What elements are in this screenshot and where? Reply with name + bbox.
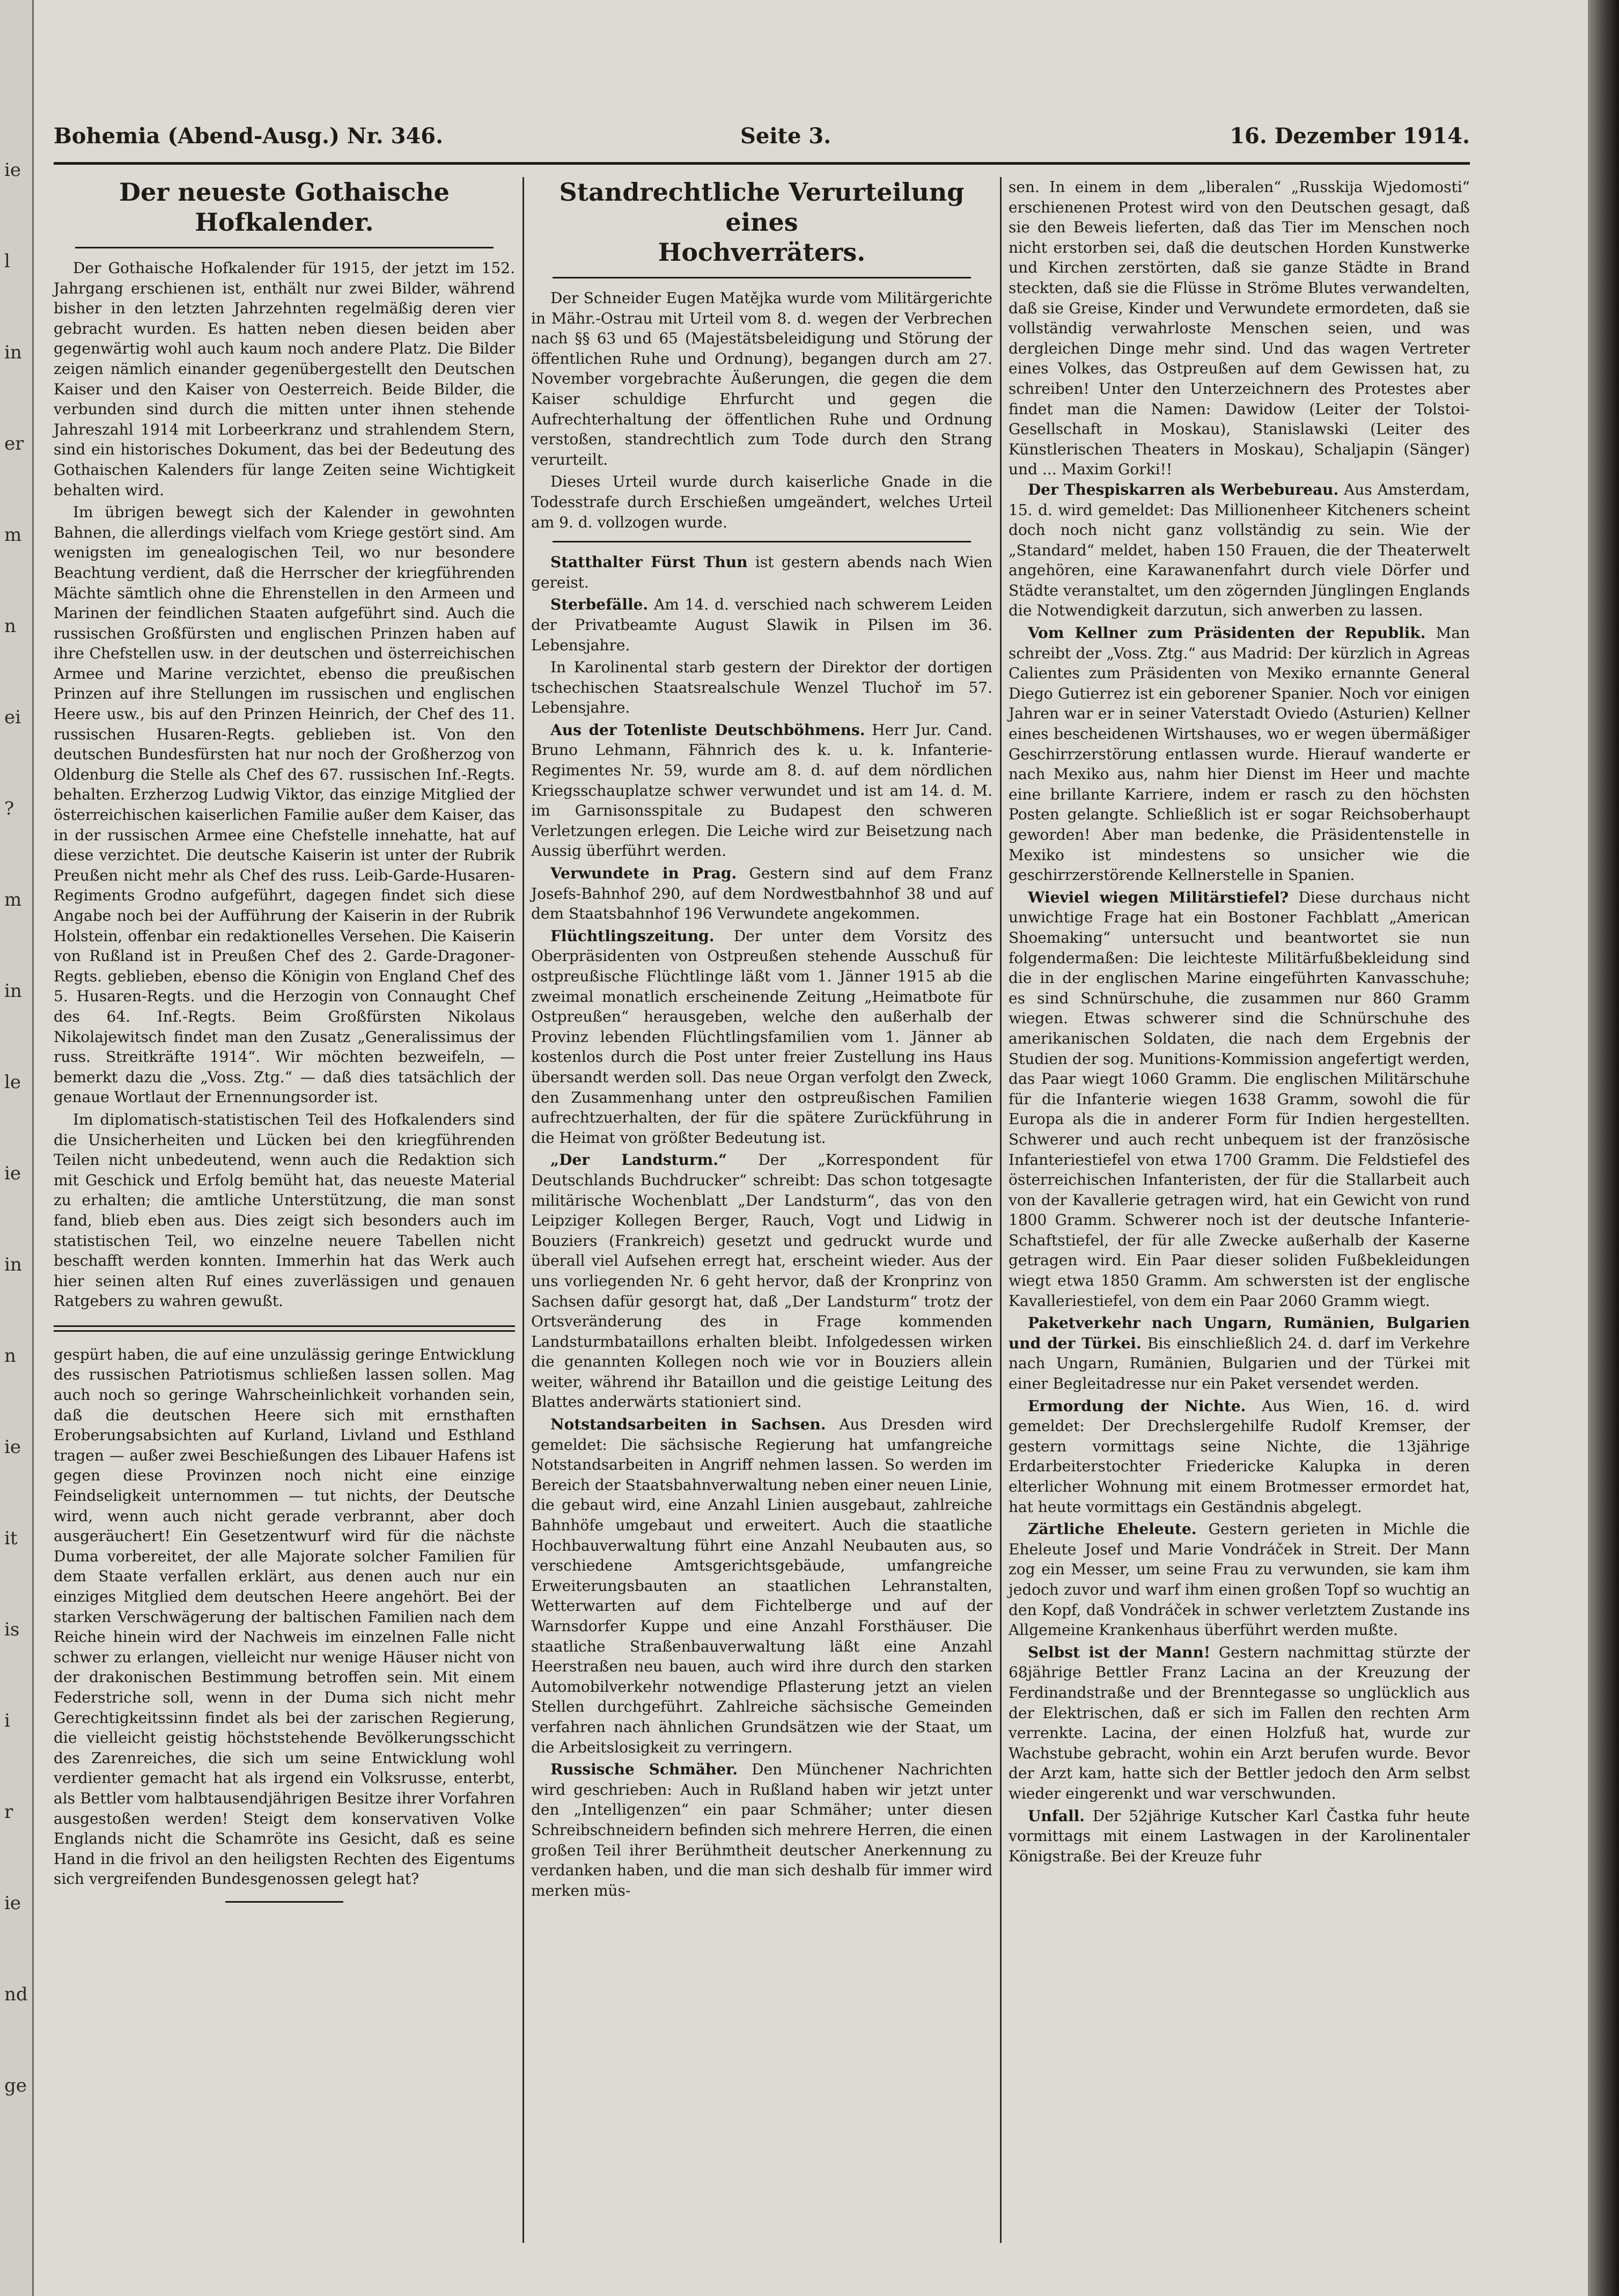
- news-item-lead: „Der Landsturm.“: [550, 1151, 727, 1169]
- title-rule: [553, 277, 971, 278]
- news-item-lead: Notstandsarbeiten in Sachsen.: [550, 1415, 826, 1434]
- edge-fragment: r: [4, 1801, 13, 1823]
- edge-fragment: n: [4, 1345, 16, 1367]
- issue-date: 16. Dezember 1914.: [1230, 123, 1470, 149]
- news-item-lead: Unfall.: [1028, 1807, 1085, 1825]
- edge-fragment: er: [4, 433, 24, 454]
- news-item-text: Gestern nachmittag stürzte der 68jährige Bettler Franz Lacina an der Kreuzung der Ferdinandstraße und der Brenntegasse so unglücklich aus der Elektrischen, daß er sich im Fallen den rechten Arm verrenkte. Lacina, der einen Holzfuß hat, wurde zur Wachstube gebracht, wohin ein Arzt berufen wurde. Bevor der Arzt kam, hatte sich der Bettler jedoch den Arm selbst wieder eingerenkt und war verschwunden.: [1009, 1643, 1470, 1802]
- edge-fragment: ie: [4, 1163, 21, 1184]
- edge-fragment: l: [4, 251, 10, 272]
- edge-fragment: ie: [4, 1436, 21, 1458]
- news-item: [1009, 1642, 1470, 1804]
- news-item-text: Gestern gerieten in Michle die Eheleute Josef und Marie Vondráček in Streit. Der Mann zog ein Messer, um seine Frau zu verwunden, sie kam ihm jedoch zuvor und warf ihm einen großen Topf so wuchtig an den Kopf, daß Vondráček in schwer verletztem Zustande ins Allgemeine Krankenhaus überführt werden mußte.: [1009, 1520, 1470, 1639]
- news-item: [1009, 1806, 1470, 1867]
- news-item-lead: Zärtliche Eheleute.: [1028, 1520, 1197, 1538]
- page-number: Seite 3.: [740, 123, 831, 149]
- news-item: [531, 720, 992, 861]
- edge-fragment: i: [4, 1710, 10, 1732]
- news-item: [1009, 480, 1470, 621]
- continued-article: sen. In einem in dem „liberalen“ „Russkija Wjedomosti“ erschienenen Protest wird von den Deutschen gesagt, daß sie den Beweis lieferten, daß das Tier im Menschen noch nicht erstorben sei, daß die deutschen Horden Kunstwerke und Kirchen zerstörten, daß sie ganze Städte in Brand steckten, daß sie die Flüsse in Ströme Blutes verwandelten, daß sie Greise, Kinder und Verwundete ermordeten, daß sie vollständig verwahrloste Menschen seien, und was dergleichen Dinge mehr sind. Und das wagen Vertreter eines Volkes, das Ostpreußen auf dem Gewissen hat, zu schreiben! Unter den Unterzeichnern des Protestes aber findet man die Namen: Dawidow (Leiter der Tolstoi-Gesellschaft in Moskau), Stanislawski (Leiter des Künstlerischen Theaters in Moskau), Schaljapin (Sänger) und ... Maxim Gorki!!: [1009, 178, 1470, 479]
- edge-fragment: ge: [4, 2075, 27, 2096]
- news-item-lead: Statthalter Fürst Thun: [550, 553, 748, 571]
- news-item: [531, 1414, 992, 1757]
- column-3: [1009, 177, 1470, 1866]
- title-line: Standrechtliche Verurteilung eines: [559, 178, 965, 237]
- news-item-text: Herr Jur. Cand. Bruno Lehmann, Fähnrich des k. u. k. Infanterie-Regimentes Nr. 59, wurde am 8. d. auf dem nördlichen Kriegsschauplatze schwer verwundet und ist am 14. d. M. im Garnisonsspitale zu Budapest den schweren Verletzungen erlegen. Die Leiche wird zur Beisetzung nach Aussig überführt werden.: [531, 721, 992, 860]
- news-items: [531, 552, 992, 1901]
- news-item-text: Aus Dresden wird gemeldet: Die sächsische Regierung hat umfangreiche Notstandsarbeiten in Angriff nehmen lassen. So werden im Bereich der Staatsbahnverwaltung neben einer neuen Linie, die gebaut wird, eine Anzahl Linien ausgebaut, zahlreiche Bahnhöfe umgebaut und erweitert. Auch die staatliche Hochbauverwaltung führt eine Anzahl Neubauten aus, so verschiedene Amtsgerichtsgebäude, umfangreiche Erweiterungsbauten an staatlichen Lehranstalten, Wetterwarten auf dem Fichtelberge und auf der Warnsdorfer Kuppe und eine Anzahl Forsthäuser. Die staatliche Straßenbauverwaltung läßt eine Anzahl Heerstraßen neu bauen, auch wird ihre durch den starken Automobilverkehr notwendige Pflasterung jetzt an vielen Stellen durchgeführt. Zahlreiche sächsische Gemeinden verfahren nach ähnlichen Grundsätzen wie der Staat, um die Arbeitslosigkeit zu verringern.: [531, 1415, 992, 1756]
- article-title: [531, 177, 992, 267]
- edge-fragment: ?: [4, 798, 14, 819]
- continued-article: gespürt haben, die auf eine unzulässig geringe Entwicklung des russischen Patriotismus schließen lassen sollen. Mag auch noch so geringe Wahrscheinlichkeit vorhanden sein, daß die deutschen Heere sich mit ernsthaften Eroberungsabsichten auf Kurland, Livland und Esthland tragen — außer zwei Beschießungen des Libauer Hafens ist gegen diese Provinzen noch nicht eine einzige Feindseligkeit unternommen — tut nichts, der Deutsche wird, wenn auch nicht gerade verbrannt, aber doch ausgeräuchert! Ein Gesetzentwurf wird für die nächste Duma vorbereitet, der alle Majorate solcher Familien für dem Staate verfallen erklärt, aus denen auch nur ein einziges Mitglied dem deutschen Heere angehört. Bei der starken Verschwägerung der baltischen Familien nach dem Reiche hinein wird der Nachweis im einzelnen Falle nicht schwer zu erlangen, vielleicht nur wenige Häuser nicht von der drakonischen Bestimmung betroffen sein. Mit einem Federstriche soll, wenn in der Duma sich nicht mehr Gerechtigkeitssinn findet als bei der zarischen Regierung, die vielleicht geistig höchststehende Bevölkerungsschicht des Zarenreiches, die sich um seine Entwicklung wohl verdienter gemacht hat als irgend ein Volksrusse, enterbt, als Bettler vom halbtausendjährigen Besitze ihrer Vorfahren ausgestoßen werden! Steigt dem konservativen Volke Englands nicht die Schamröte ins Gesicht, daß es seine Hand in die frivol an den heiligsten Rechten des Eigentums sich vergreifenden Bundesgenossen gelegt hat?: [54, 1345, 515, 1888]
- edge-fragment: ie: [4, 159, 21, 181]
- news-item: [531, 657, 992, 718]
- news-item: [531, 863, 992, 924]
- title-rule: [75, 247, 494, 248]
- edge-fragment: in: [4, 1254, 22, 1275]
- column-2: [531, 177, 992, 1901]
- news-item: [531, 595, 992, 655]
- edge-fragment: n: [4, 615, 16, 637]
- news-item: [531, 1759, 992, 1901]
- edge-fragment: nd: [4, 1984, 28, 2005]
- article-paragraph: Im diplomatisch-statistischen Teil des Hofkalenders sind die Unsicherheiten und Lücken bei den kriegführenden Teilen nicht unbedeutend, wenn auch die Redaktion sich mit Geschick und Erfolg bemüht hat, das neueste Material zu erhalten; die amtliche Unterstützung, die man sonst fand, blieb eben aus. Dies zeigt sich besonders auch im statistischen Teil, wo einzelne neuere Tabellen nicht beschafft werden konnten. Immerhin hat das Werk auch hier seinen alten Ruf eines zuverlässigen und genauen Ratgebers zu wahren gewußt.: [54, 1110, 515, 1310]
- news-item-lead: Sterbefälle.: [550, 596, 649, 614]
- news-item-lead: Vom Kellner zum Präsidenten der Republik.: [1028, 624, 1426, 642]
- news-item-text: Aus Amsterdam, 15. d. wird gemeldet: Das Millionenheer Kitcheners scheint doch noch nicht ganz vollständig zu sein. Wie der „Standard“ meldet, haben 150 Frauen, die der Theaterwelt angehören, eine Karawanenfahrt durch viele Dörfer und Städte veranstaltet, um den zögernden Jünglingen Englands die Notwendigkeit darzutun, sich anwerben zu lassen.: [1009, 480, 1470, 620]
- news-item-lead: Verwundete in Prag.: [550, 864, 737, 883]
- news-item-lead: Russische Schmäher.: [550, 1760, 738, 1779]
- left-page-edge: [0, 0, 34, 2296]
- right-page-edge: [1588, 0, 1619, 2296]
- article-title: Der neueste Gothaische Hofkalender.: [119, 178, 450, 237]
- news-item-text: In Karolinental starb gestern der Direktor der dortigen tschechischen Staatsrealschule Wenzel Tluchoř im 57. Lebensjahre.: [531, 658, 992, 717]
- news-item-lead: Wieviel wiegen Militärstiefel?: [1028, 888, 1289, 906]
- edge-fragment: in: [4, 342, 22, 363]
- news-item-text: Den Münchener Nachrichten wird geschrieben: Auch in Rußland haben wir jetzt unter den „Intelligenzen“ ein paar Schmäher; unter diesen Schreibschneidern befinden sich mehrere Herren, die einen großen Teil ihrer Berühmtheit deutscher Anerkennung zu verdanken haben, und die man sich deshalb für immer wird merken müs-: [531, 1760, 992, 1899]
- section-divider: [54, 1325, 515, 1332]
- news-item-lead: Der Thespiskarren als Werbebureau.: [1028, 480, 1339, 498]
- edge-fragment: m: [4, 524, 22, 546]
- publication-name: Bohemia (Abend-Ausg.) Nr. 346.: [54, 123, 444, 149]
- section-rule: [553, 541, 971, 542]
- news-item: [1009, 1396, 1470, 1517]
- news-item-lead: Ermordung der Nichte.: [1028, 1397, 1246, 1415]
- news-item-lead: Selbst ist der Mann!: [1028, 1643, 1211, 1661]
- news-item-text: Der „Korrespondent für Deutschlands Buchdrucker“ schreibt: Das schon totgesagte militärische Wochenblatt „Der Landsturm“, das von den Leipziger Kollegen Berger, Rauch, Vogt und Lidwig in Bouziers (Frankreich) gesetzt und gedruckt wurde und überall viel Aufsehen erregt hat, erscheint wieder. Aus der uns vorliegenden Nr. 6 geht hervor, daß der Kronprinz von Sachsen dafür gesorgt hat, daß „Der Landsturm“ trotz der Ortsveränderung des in Frage kommenden Landsturmbataillons erhalten bleibt. Infolgedessen wirken die genannten Kollegen noch wie vor in Bouziers allein weiter, während ihr Bataillon und die geistige Leitung des Blattes anderwärts stationiert sind.: [531, 1151, 992, 1411]
- edge-fragment: it: [4, 1528, 18, 1549]
- news-item-text: Der 52jährige Kutscher Karl Častka fuhr heute vormittags mit einem Lastwagen in der Karolinentaler Königstraße. Bei der Kreuze fuhr: [1009, 1807, 1470, 1865]
- news-item: [531, 552, 992, 592]
- news-item-text: Aus Wien, 16. d. wird gemeldet: Der Drechslergehilfe Rudolf Kremser, der gestern vormittags seine Nichte, die 13jährige Erdarbeiterstochter Friedericke Kalupka in deren elterlicher Wohnung mit einem Brotmesser ermordet hat, hat heute vormittags ein Geständnis abgelegt.: [1009, 1397, 1470, 1516]
- news-item-text: Gestern sind auf dem Franz Josefs-Bahnhof 290, auf dem Nordwestbahnhof 38 und auf dem Staatsbahnhof 196 Verwundete angekommen.: [531, 864, 992, 923]
- news-item-text: ist gestern abends nach Wien gereist.: [531, 553, 992, 591]
- column-divider: [523, 177, 524, 2243]
- edge-fragment: le: [4, 1072, 21, 1093]
- newspaper-page: [54, 113, 1470, 2248]
- news-item: [531, 926, 992, 1148]
- news-item-lead: Aus der Totenliste Deutschböhmens.: [550, 721, 865, 739]
- news-item-lead: Flüchtlingszeitung.: [550, 927, 715, 945]
- news-item-text: Der unter dem Vorsitz des Oberpräsidenten von Ostpreußen stehende Ausschuß für ostpreußische Flüchtlinge läßt vom 1. Jänner 1915 ab die zweimal monatlich erscheinende Zeitung „Heimatbote für Ostpreußen“ herausgeben, welche den außerhalb der Provinz lebenden Flüchtlingsfamilien vom 1. Jänner ab kostenlos durch die Post unter freier Zustellung ins Haus übersandt werden soll. Das neue Organ verfolgt den Zweck, den Zusammenhang unter den ostpreußischen Familien aufrechtzuerhalten, der für die spätere Zurückführung in die Heimat von größter Bedeutung ist.: [531, 927, 992, 1147]
- news-item-text: Diese durchaus nicht unwichtige Frage hat ein Bostoner Fachblatt „American Shoemaking“ untersucht und beantwortet sie nun folgendermaßen: Die leichteste Militärfußbekleidung sind die in der englischen Marine eingeführten Kanvasschuhe; es sind Schnürschuhe, die zusammen nur 860 Gramm wiegen. Etwas schwerer sind die Schnürschuhe des amerikanischen Soldaten, die nach dem Ergebnis der Studien der sog. Munitions-Kommission angefertigt werden, das Paar wiegt 1060 Gramm. Die englischen Militärschuhe für die Infanterie wiegen 1638 Gramm, sowohl die für Europa als die in anderer Form für Indien hergestellten. Schwerer und auch recht unbequem ist der französische Infanteriestiefel von etwa 1700 Gramm. Die Feldstiefel des österreichischen Infanteristen, der für die Stallarbeit auch von der Kavallerie getragen wird, hat ein Gewicht von rund 1800 Gramm. Schwerer noch ist der deutsche Infanterie-Schaftstiefel, der für alle Zwecke außerhalb der Kaserne getragen wird. Ein Paar dieser soliden Fußbekleidungen wiegt etwa 1850 Gramm. Am schwersten ist der englische Kavalleriestiefel, von dem ein Paar 2060 Gramm wiegt.: [1009, 888, 1470, 1310]
- page-header: [54, 123, 1470, 156]
- column-divider: [1000, 177, 1002, 2243]
- news-item: [531, 1150, 992, 1412]
- edge-fragment: in: [4, 980, 22, 1002]
- news-item: [1009, 623, 1470, 885]
- edge-fragment: m: [4, 889, 22, 911]
- column-1: [54, 177, 515, 1903]
- news-item-text: Bis einschließlich 24. d. darf im Verkehre nach Ungarn, Rumänien, Bulgarien und der Türkei mit einer Begleitadresse nur ein Paket versendet werden.: [1009, 1334, 1470, 1393]
- news-item-lead: Paketverkehr nach Ungarn, Rumänien, Bulgarien und der Türkei.: [1009, 1314, 1470, 1352]
- article-paragraph: Dieses Urteil wurde durch kaiserliche Gnade in die Todesstrafe durch Erschießen umgeändert, welches Urteil am 9. d. vollzogen wurde.: [531, 473, 992, 531]
- title-line: Hochverräters.: [658, 238, 866, 267]
- news-item: [1009, 1313, 1470, 1393]
- end-rule: [225, 1901, 343, 1903]
- news-item-text: Man schreibt der „Voss. Ztg.“ aus Madrid: Der kürzlich in Agreas Calientes zum Präsidenten von Mexiko ernannte General Diego Gutierrez ist ein geborener Spanier. Noch vor einigen Jahren war er in seiner Vaterstadt Oviedo (Asturien) Kellner eines bescheidenen Wirtshauses, wo er wegen übermäßiger Geschirrzerstörung entlassen wurde. Hierauf wanderte er nach Mexiko aus, nahm hier Dienst im Heer und machte eine brillante Karriere, indem er rasch zu den höchsten Posten gelangte. Schließlich ist er sogar Reichsoberhaupt geworden! Aber man bedenke, die Präsidentenstelle in Mexiko ist mindestens so unsicher wie die geschirrzerstörende Kellnerstelle in Spanien.: [1009, 624, 1470, 884]
- news-item: [1009, 1519, 1470, 1640]
- edge-fragment: is: [4, 1619, 20, 1640]
- edge-fragment: ie: [4, 1892, 21, 1914]
- edge-fragment: ei: [4, 707, 21, 728]
- header-rule: [54, 162, 1470, 165]
- news-items: [1009, 480, 1470, 1866]
- article-paragraph: Der Schneider Eugen Matějka wurde vom Militärgerichte in Mähr.-Ostrau mit Urteil vom 8. d. wegen der Verbrechen nach §§ 63 und 65 (Majestätsbeleidigung und Störung der öffentlichen Ruhe und Ordnung), begangen durch am 27. November vorgebrachte Äußerungen, die gegen die dem Kaiser schuldige Ehrfurcht und gegen die Aufrechterhaltung der öffentlichen Ruhe und Ordnung verstoßen, standrechtlich zum Tode durch den Strang verurteilt.: [531, 289, 992, 468]
- article-paragraph: Der Gothaische Hofkalender für 1915, der jetzt im 152. Jahrgang erschienen ist, enthält nur zwei Bilder, während bisher in den letzten Jahrzehnten regelmäßig deren vier gebracht wurden. Es hatten neben diesen beiden aber gegenwärtig wohl auch kaum noch andere Platz. Die Bilder zeigen nämlich einander gegenübergestellt den Deutschen Kaiser und den Kaiser von Oesterreich. Beide Bilder, die verbunden sind durch die mitten unter ihnen stehende Jahreszahl 1914 mit Lorbeerkranz und strahlendem Stern, sind ein historisches Dokument, das bei der Bedeutung des Gothaischen Kalenders für lange Zeiten seine Wichtigkeit behalten wird.: [54, 259, 515, 499]
- article-paragraph: Im übrigen bewegt sich der Kalender in gewohnten Bahnen, die allerdings vielfach vom Kriege gestört sind. Am wenigsten im genealogischen Teil, wo nur besondere Beachtung verdient, daß die Herrscher der kriegführenden Mächte sämtlich ohne die Ehrenstellen in den Armeen und Marinen der feindlichen Staaten aufgeführt sind. Auch die russischen Großfürsten und englischen Prinzen haben auf ihre Chefstellen usw. in der deutschen und österreichischen Armee und Marine verzichtet, ebenso die preußischen Prinzen auf ihre Stellungen im russischen und englischen Heere usw., bis auf den Prinzen Heinrich, der Chef des 11. russischen Husaren-Regts. geblieben ist. Von den deutschen Bundesfürsten hat nur noch der Großherzog von Oldenburg die Stelle als Chef des 67. russischen Inf.-Regts. behalten. Erzherzog Ludwig Viktor, das einzige Mitglied der österreichischen kaiserlichen Familie außer dem Kaiser, das in der russischen Armee eine Chefstelle innehatte, hat auf diese verzichtet. Die deutsche Kaiserin ist unter der Rubrik Preußen nicht mehr als Chef des russ. Leib-Garde-Husaren-Regiments Grodno aufgeführt, dagegen findet sich diese Angabe noch bei der Aufführung der Kaiserin in der Rubrik Holstein, offenbar ein redaktionelles Versehen. Die Kaiserin von Rußland ist in Preußen Chef des 2. Garde-Dragoner-Regts. geblieben, ebenso die Königin von England Chef des 5. Husaren-Regts. und die Herzogin von Connaught Chef des 64. Inf.-Regts. Beim Großfürsten Nikolaus Nikolajewitsch findet man den Zusatz „Generalissimus der russ. Streitkräfte 1914“. Wir möchten bezweifeln, — bemerkt dazu die „Voss. Ztg.“ — daß dies tatsächlich der genaue Wortlaut der Ernennungsorder ist.: [54, 503, 515, 1106]
- news-item-text: Am 14. d. verschied nach schwerem Leiden der Privatbeamte August Slawik in Pilsen im 36. Lebensjahre.: [531, 596, 992, 654]
- news-item: [1009, 887, 1470, 1311]
